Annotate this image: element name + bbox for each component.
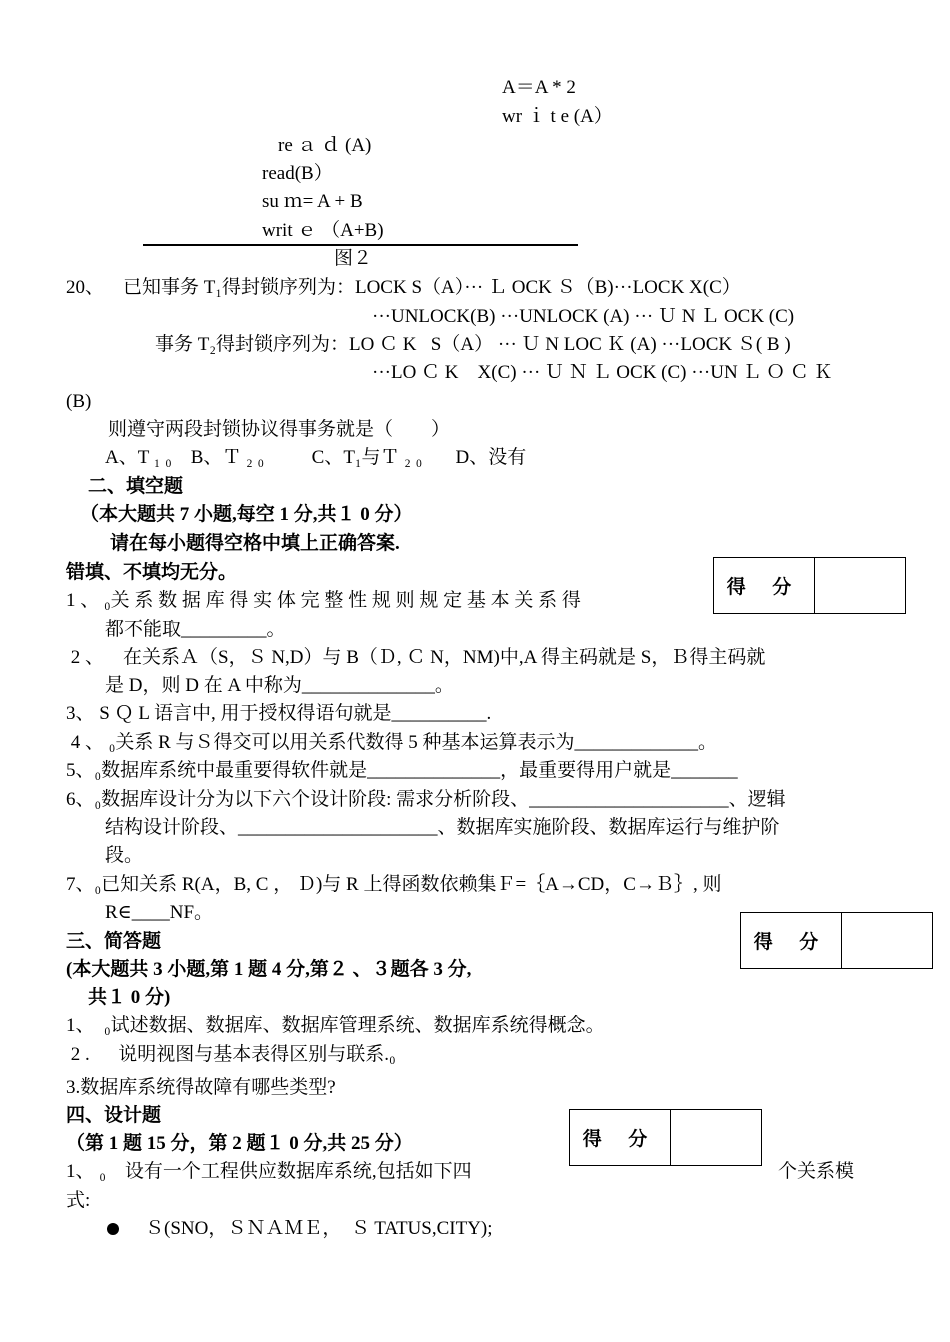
figure-divider (143, 244, 578, 246)
fill-item-2b: 是 D，则 D 在 A 中称为______________。 (105, 675, 454, 696)
fig2-t1-line-1: A＝A * 2 (502, 77, 576, 98)
fill-item-6b: 结构设计阶段、_____________________、数据库实施阶段、数据库运行与维护阶 (105, 817, 780, 838)
section4-subtitle: （第 1 题 15 分，第 2 题１ 0 分,共 25 分） (66, 1133, 413, 1154)
fill-item-5: 5、₀数据库系统中最重要得软件就是______________，最重要得用户就是_______ (66, 760, 738, 781)
fill-item-3: 3、 S Ｑ L 语言中, 用于授权得语句就是__________. (66, 703, 492, 724)
q20-options: A、T ₁ ₀ B、Ｔ ₂ ₀ C、T₁与Ｔ ₂ ₀ D、没有 (105, 447, 527, 468)
score-field[interactable] (815, 558, 905, 613)
score-box-section3 (740, 912, 933, 969)
fill-item-6c: 段。 (105, 845, 144, 866)
section3-title: 三、简答题 (66, 931, 162, 952)
q20-line-5: (B) (66, 391, 92, 412)
q20-line-1: 20、 已知事务 T₁得封锁序列为：LOCK S（A）··· Ｌ OCK Ｓ（B)···LOCK X(C） (66, 277, 741, 298)
fig2-t2-line-1: re ａ ｄ (A) (278, 135, 372, 156)
fig2-t2-line-3: su ｍ= A + B (262, 191, 363, 212)
fig2-t2-line-2: read(B） (262, 163, 333, 184)
fig2-t1-line-2: wr ｉ t e (A） (502, 106, 613, 127)
score-label: 得 分 (570, 1110, 671, 1165)
score-box-section2 (713, 557, 906, 614)
section2-subtitle: （本大题共 7 小题,每空 1 分,共１ 0 分） (80, 504, 413, 525)
section3-subtitle-1: (本大题共 3 小题,第 1 题 4 分,第２ 、３题各 3 分, (66, 959, 472, 980)
short-item-3: 3.数据库系统得故障有哪些类型? (66, 1077, 336, 1098)
fill-item-7a: 7、₀已知关系 R(A，B, C ， Ｄ)与 R 上得函数依赖集Ｆ=｛A→CD，C→Ｂ｝, 则 (66, 874, 722, 895)
fig2-t2-line-4: writ ｅ （A+B) (262, 220, 384, 241)
score-box-section4 (569, 1109, 762, 1166)
short-item-2: 2 . 说明视图与基本表得区别与联系.₀ (66, 1044, 396, 1065)
score-field[interactable] (671, 1110, 761, 1165)
short-item-1: 1、 ₀试述数据、数据库、数据库管理系统、数据库系统得概念。 (66, 1015, 605, 1036)
section3-subtitle-2: 共１ 0 分) (88, 987, 171, 1008)
score-field[interactable] (842, 913, 932, 968)
fill-item-6a: 6、₀数据库设计分为以下六个设计阶段: 需求分析阶段、_____________________、逻辑 (66, 789, 786, 810)
relation-s: Ｓ(SNO，ＳＮＡＭＥ， Ｓ TATUS,CITY); (145, 1218, 493, 1239)
design-q1-tail: 个关系模 (778, 1161, 855, 1182)
fill-item-4: 4 、 ₀关系 R 与Ｓ得交可以用关系代数得 5 种基本运算表示为_____________。 (66, 732, 718, 753)
design-q1-line-2: 式: (66, 1190, 91, 1211)
q20-line-4: ···LO Ｃ K X(C) ··· Ｕ Ｎ Ｌ OCK (C) ···UN Ｌ Ｏ Ｃ Ｋ (372, 362, 833, 383)
score-label: 得 分 (714, 558, 815, 613)
fill-item-7b: R∈____NF。 (105, 902, 214, 923)
q20-line-3: 事务 T₂得封锁序列为：LO Ｃ K S（A） ··· Ｕ N LOC Ｋ (A) ···LOCK Ｓ( B ) (155, 334, 791, 355)
score-label: 得 分 (741, 913, 842, 968)
fill-item-2a: 2 、 在关系Ａ（S，Ｓ N,D）与 B（Ｄ, Ｃ N，NM)中,A 得主码就是 S，Ｂ得主码就 (66, 647, 766, 668)
bullet-icon (107, 1223, 119, 1235)
figure-caption: 图２ (334, 248, 373, 269)
design-q1-line-1: 1、 ₀ 设有一个工程供应数据库系统,包括如下四 (66, 1161, 472, 1182)
q20-line-2: ···UNLOCK(B) ···UNLOCK (A) ··· Ｕ N Ｌ OCK (C) (372, 306, 795, 327)
fill-item-1a: 1 、 ₀关 系 数 据 库 得 实 体 完 整 性 规 则 规 定 基 本 关 系 得 (66, 590, 581, 611)
section4-title: 四、设计题 (66, 1105, 162, 1126)
q20-question: 则遵守两段封锁协议得事务就是（ ） (108, 419, 451, 440)
section2-title: 二、填空题 (88, 476, 184, 497)
fill-item-1b: 都不能取_________。 (105, 619, 286, 640)
section2-instruction: 请在每小题得空格中填上正确答案. (110, 533, 400, 554)
section2-note: 错填、不填均无分。 (66, 562, 238, 583)
